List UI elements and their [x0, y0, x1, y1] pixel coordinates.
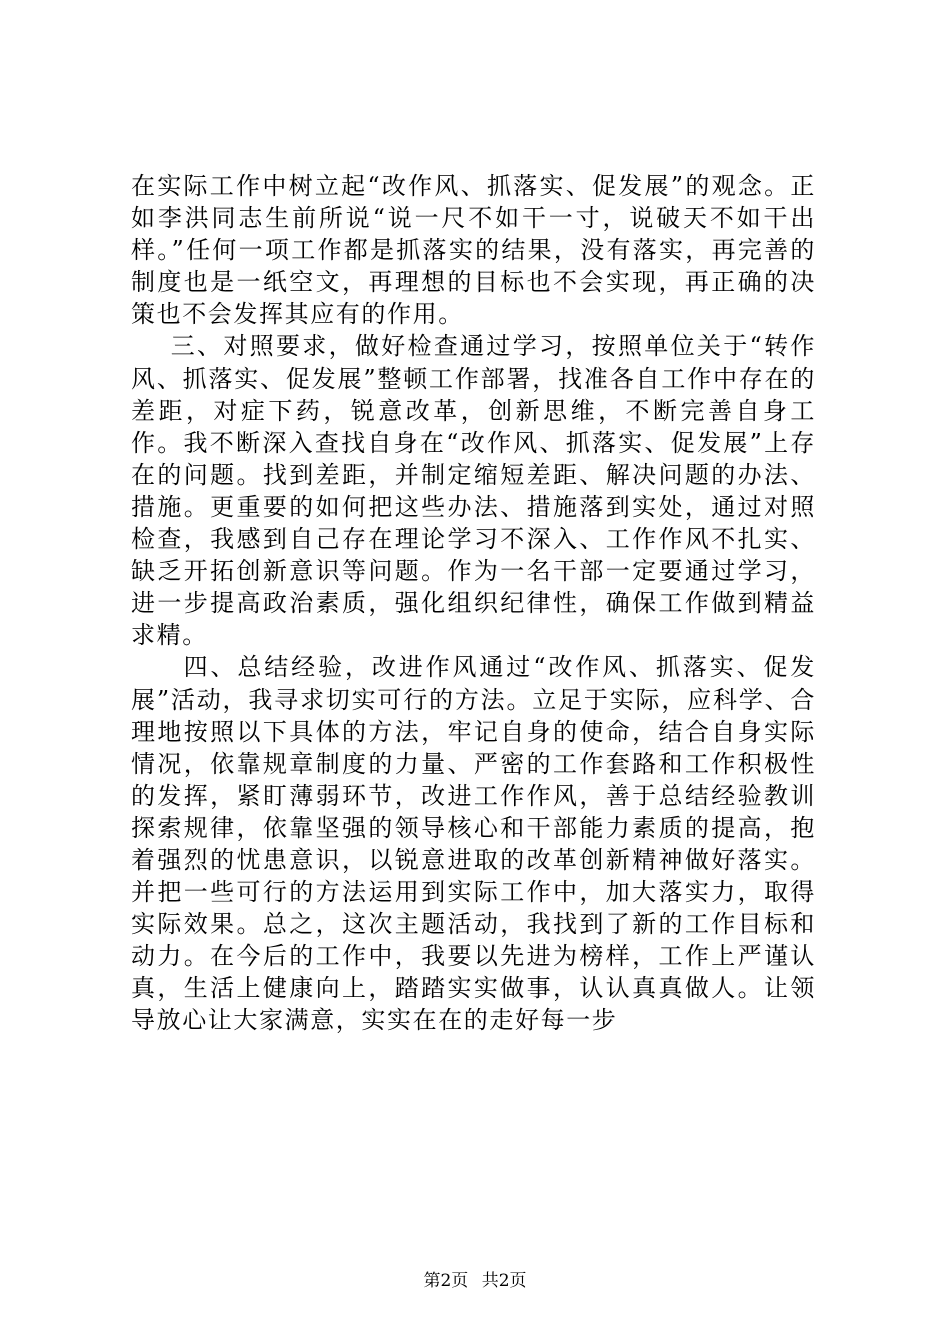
paragraph-2: 三、对照要求，做好检查通过学习，按照单位关于“转作风、抓落实、促发展”整顿工作部署，找准各自工作中存在的差距，对症下药，锐意改革，创新思维，不断完善自身工作。我不断深入查找自身在“改作风、抓落实、促发展”上存在的问题。找到差距，并制定缩短差距、解决问题的办法、措施。更重要的如何把这些办法、措施落到实处，通过对照检查，我感到自己存在理论学习不深入、工作作风不扎实、缺乏开拓创新意识等问题。作为一名干部一定要通过学习，进一步提高政治素质，强化组织纪律性，确保工作做到精益求精。	[131, 332, 816, 650]
paragraph-3: 四、总结经验，改进作风通过“改作风、抓落实、促发展”活动，我寻求切实可行的方法。立足于实际，应科学、合理地按照以下具体的方法，牢记自身的使命，结合自身实际情况，依靠规章制度的力量、严密的工作套路和工作积极性的发挥，紧盯薄弱环节，改进工作作风，善于总结经验教训探索规律，依靠坚强的领导核心和干部能力素质的提高，抱着强烈的忧患意识，以锐意进取的改革创新精神做好落实。并把一些可行的方法运用到实际工作中，加大落实力，取得实际效果。总之，这次主题活动，我找到了新的工作目标和动力。在今后的工作中，我要以先进为榜样，工作上严谨认真，生活上健康向上，踏踏实实做事，认认真真做人。让领导放心让大家满意，实实在在的走好每一步	[131, 653, 816, 1035]
page-number: 第2页	[423, 1271, 469, 1291]
document-body	[131, 170, 816, 1037]
page-footer	[0, 1271, 950, 1291]
page-total: 共2页	[481, 1271, 527, 1291]
paragraph-1: 在实际工作中树立起“改作风、抓落实、促发展”的观念。正如李洪同志生前所说“说一尺不如干一寸，说破天不如干出样。”任何一项工作都是抓落实的结果，没有落实，再完善的制度也是一纸空文，再理想的目标也不会实现，再正确的决策也不会发挥其应有的作用。	[131, 172, 816, 329]
